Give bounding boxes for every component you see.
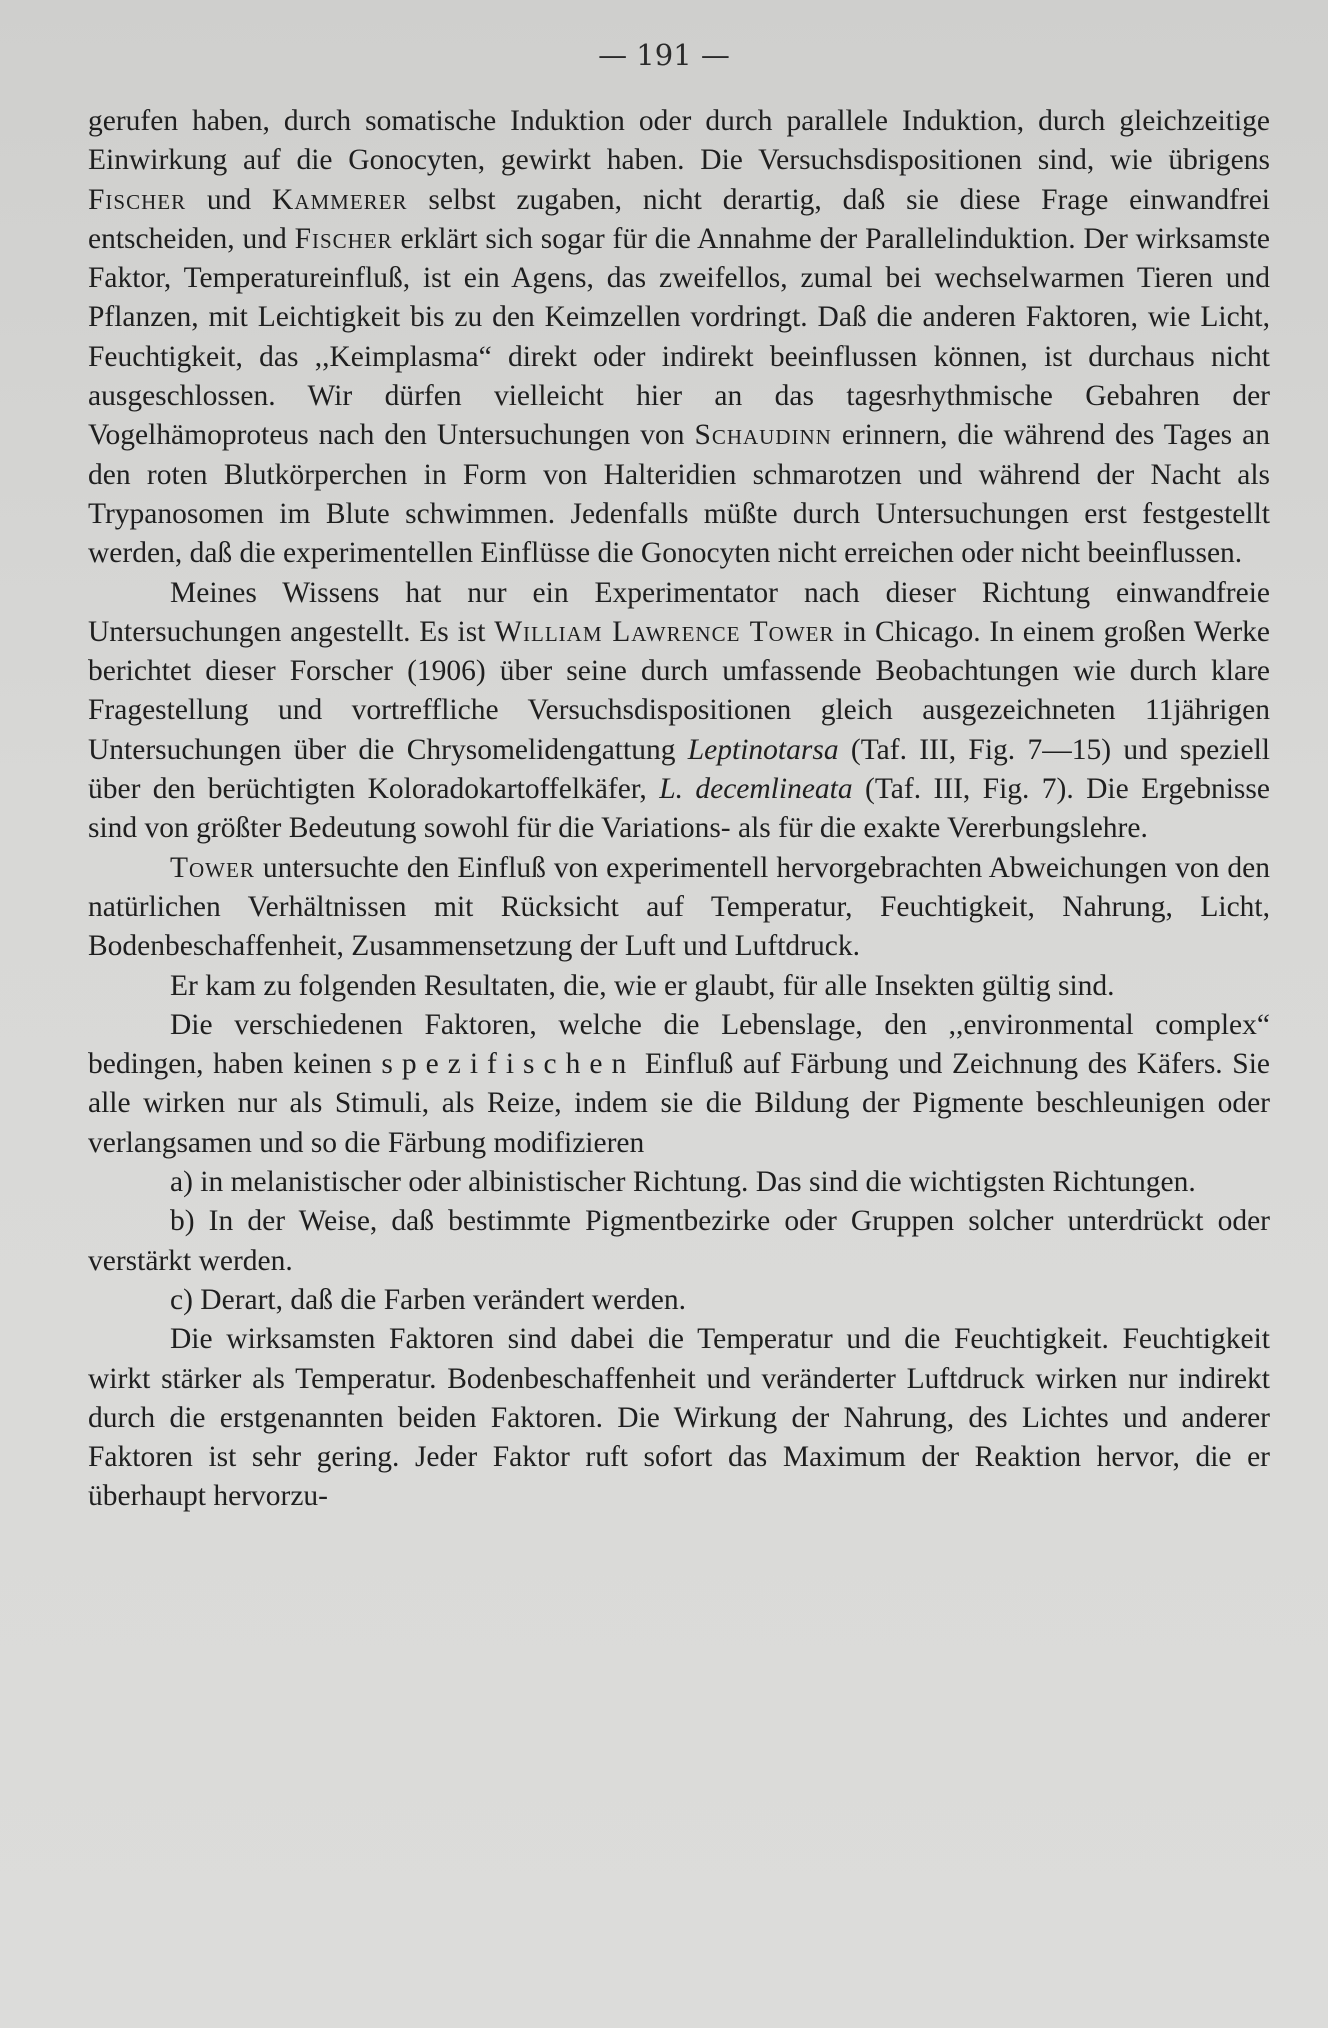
author-name: Tower: [170, 851, 255, 884]
author-name: Kammerer: [272, 183, 408, 216]
paragraph-4: Er kam zu folgenden Resultaten, die, wie er glaubt, für alle Insekten gültig sind.: [170, 969, 1115, 1002]
author-name: Fischer: [294, 222, 393, 255]
species-name: Leptinotarsa: [687, 733, 839, 766]
list-item-a: a) in melanistischer oder albinistischer Richtung. Das sind die wichtigsten Richtungen.: [170, 1166, 1196, 1199]
page-number: — 191 —: [598, 38, 730, 72]
paragraph-3: Tower untersuchte den Einfluß von experimentell hervorgebrachten Abweichungen von den natürlichen Verhältnissen mit Rücksicht auf Temperatur, Feuchtigkeit, Nahrung, Licht, Bodenbeschaffenheit, Zusammensetzung der Luft und Luftdruck.: [88, 851, 1270, 963]
paragraph-6: Die wirksamsten Faktoren sind dabei die Temperatur und die Feuchtigkeit. Feuchtigkeit wirkt stärker als Temperatur. Bodenbeschaffenheit und veränderter Luftdruck wirken nur indirekt durch die erstgenannten beiden Faktoren. Die Wirkung der Nahrung, des Lichtes und anderer Faktoren ist sehr gering. Jeder Faktor ruft sofort das Maximum der Reaktion hervor, die er überhaupt hervorzu-: [88, 1323, 1270, 1513]
species-name: L. decemlineata: [659, 773, 853, 806]
body-text: [88, 102, 1270, 1517]
list-item-c: c) Derart, daß die Farben verändert werden.: [170, 1283, 686, 1316]
author-name: Schaudinn: [694, 419, 832, 452]
paragraph-2: Meines Wissens hat nur ein Experimentator nach dieser Richtung einwandfreie Untersuchungen angestellt. Es ist William Lawrence Tower in Chicago. In einem großen Werke berichtet dieser Forscher (1906) über seine durch umfassende Beobachtungen wie durch klare Fragestellung und vortreffliche Versuchsdispositionen gleich ausgezeichneten 11jährigen Untersuchungen über die Chrysomelidengattung Leptinotarsa (Taf. III, Fig. 7—15) und speziell über den berüchtigten Koloradokartoffelkäfer, L. decemlineata (Taf. III, Fig. 7). Die Ergebnisse sind von größter Bedeutung sowohl für die Variations- als für die exakte Vererbungslehre.: [88, 576, 1270, 845]
author-name: Fischer: [88, 183, 187, 216]
emphasized-word: spezifischen: [381, 1048, 636, 1081]
list-item-b: b) In der Weise, daß bestimmte Pigmentbezirke oder Gruppen solcher unterdrückt oder verstärkt werden.: [88, 1205, 1270, 1277]
paragraph-5: Die verschiedenen Faktoren, welche die Lebenslage, den ,,environmental complex“ bedingen, haben keinen spezifischen Einfluß auf Färbung und Zeichnung des Käfers. Sie alle wirken nur als Stimuli, als Reize, indem sie die Bildung der Pigmente beschleunigen oder verlangsamen und so die Färbung modifizieren: [88, 1008, 1270, 1159]
author-name: William Lawrence Tower: [494, 615, 835, 648]
paragraph-1: gerufen haben, durch somatische Induktion oder durch parallele Induktion, durch gleichzeitige Einwirkung auf die Gonocyten, gewirkt haben. Die Versuchsdispositionen sind, wie übrigens Fischer und Kammerer selbst zugaben, nicht derartig, daß sie diese Frage einwandfrei entscheiden, und Fischer erklärt sich sogar für die Annahme der Parallelinduktion. Der wirksamste Faktor, Temperatureinfluß, ist ein Agens, das zweifellos, zumal bei wechselwarmen Tieren und Pflanzen, mit Leichtigkeit bis zu den Keimzellen vordringt. Daß die anderen Faktoren, wie Licht, Feuchtigkeit, das ,,Keimplasma“ direkt oder indirekt beeinflussen können, ist durchaus nicht ausgeschlossen. Wir dürfen vielleicht hier an das tagesrhythmische Gebahren der Vogelhämoproteus nach den Untersuchungen von Schaudinn erinnern, die während des Tages an den roten Blutkörperchen in Form von Halteridien schmarotzen und während der Nacht als Trypanosomen im Blute schwimmen. Jedenfalls müßte durch Untersuchungen erst festgestellt werden, daß die experimentellen Einflüsse die Gonocyten nicht erreichen oder nicht beeinflussen.: [88, 105, 1271, 570]
